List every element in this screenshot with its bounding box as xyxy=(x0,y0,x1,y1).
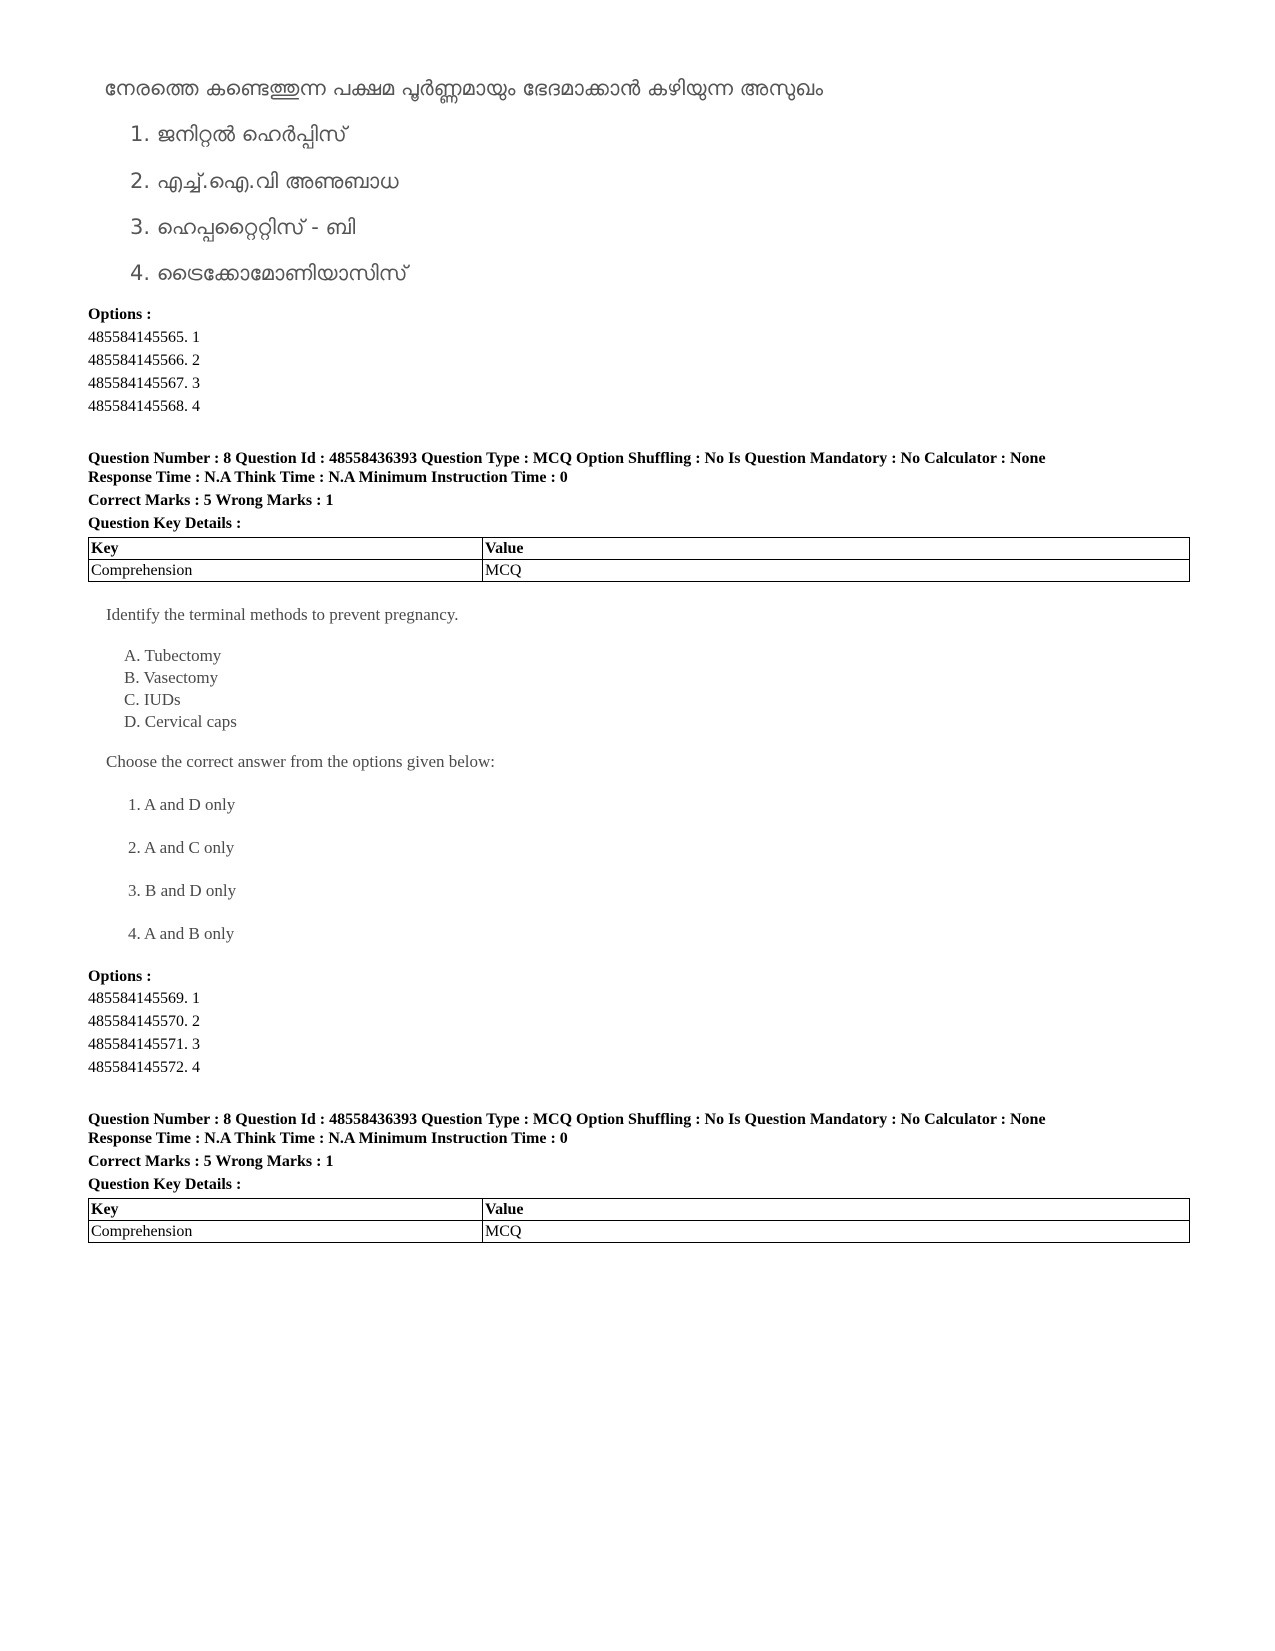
question-7-choice-2: 2. എച്ച്.ഐ.വി അണുബാധ xyxy=(130,169,399,193)
option-item: 485584145565. 1 xyxy=(88,329,200,346)
table-header-key: Key xyxy=(89,538,483,560)
question-meta-line: Question Number : 8 Question Id : 48558436393 Question Type : MCQ Option Shuffling : No Is Question Mandatory : No Calculator : None xyxy=(88,450,1046,467)
question-key-details-heading: Question Key Details : xyxy=(88,1176,242,1193)
table-header-key: Key xyxy=(89,1199,483,1221)
question-8-statement-c: C. IUDs xyxy=(124,690,181,709)
question-meta-line: Question Number : 8 Question Id : 48558436393 Question Type : MCQ Option Shuffling : No Is Question Mandatory : No Calculator : None xyxy=(88,1111,1046,1128)
options-heading: Options : xyxy=(88,968,152,985)
options-heading: Options : xyxy=(88,306,152,323)
question-7-choice-3: 3. ഹെപ്പറ്റൈറ്റിസ് - ബി xyxy=(130,215,356,239)
table-header-value: Value xyxy=(483,538,1190,560)
question-8-statement-a: A. Tubectomy xyxy=(124,646,222,665)
question-8-statement-b: B. Vasectomy xyxy=(124,668,219,687)
question-8-stem: Identify the terminal methods to prevent pregnancy. xyxy=(106,605,459,624)
question-8-choice-2: 2. A and C only xyxy=(128,838,235,857)
question-8-statement-d: D. Cervical caps xyxy=(124,712,237,731)
question-key-table xyxy=(88,537,1190,582)
question-marks: Correct Marks : 5 Wrong Marks : 1 xyxy=(88,1153,334,1170)
option-item: 485584145572. 4 xyxy=(88,1059,200,1076)
question-8-instruction: Choose the correct answer from the options given below: xyxy=(106,752,496,771)
table-cell-key: Comprehension xyxy=(89,1221,483,1243)
question-meta-line: Response Time : N.A Think Time : N.A Minimum Instruction Time : 0 xyxy=(88,469,568,486)
table-header-row xyxy=(89,538,1190,560)
question-marks: Correct Marks : 5 Wrong Marks : 1 xyxy=(88,492,334,509)
question-8-choice-4: 4. A and B only xyxy=(128,924,235,943)
option-item: 485584145566. 2 xyxy=(88,352,200,369)
question-7-choice-1: 1. ജനിറ്റൽ ഹെർപ്പിസ് xyxy=(130,122,347,146)
question-key-details-heading: Question Key Details : xyxy=(88,515,242,532)
question-meta-line: Response Time : N.A Think Time : N.A Minimum Instruction Time : 0 xyxy=(88,1130,568,1147)
table-header-value: Value xyxy=(483,1199,1190,1221)
question-7-stem: നേരത്തെ കണ്ടെത്തുന്ന പക്ഷമ പൂർണ്ണമായും ഭേദമാക്കാൻ കഴിയുന്ന അസുഖം xyxy=(104,76,824,100)
question-7-choice-4: 4. ട്രൈക്കോമോണിയാസിസ് xyxy=(130,261,408,285)
option-item: 485584145567. 3 xyxy=(88,375,200,392)
option-item: 485584145568. 4 xyxy=(88,398,200,415)
question-8-choice-1: 1. A and D only xyxy=(128,795,236,814)
table-row xyxy=(89,1221,1190,1243)
table-cell-value: MCQ xyxy=(483,1221,1190,1243)
table-cell-key: Comprehension xyxy=(89,560,483,582)
option-item: 485584145569. 1 xyxy=(88,990,200,1007)
question-8-choice-3: 3. B and D only xyxy=(128,881,237,900)
table-header-row xyxy=(89,1199,1190,1221)
table-cell-value: MCQ xyxy=(483,560,1190,582)
question-key-table xyxy=(88,1198,1190,1243)
option-item: 485584145571. 3 xyxy=(88,1036,200,1053)
option-item: 485584145570. 2 xyxy=(88,1013,200,1030)
table-row xyxy=(89,560,1190,582)
